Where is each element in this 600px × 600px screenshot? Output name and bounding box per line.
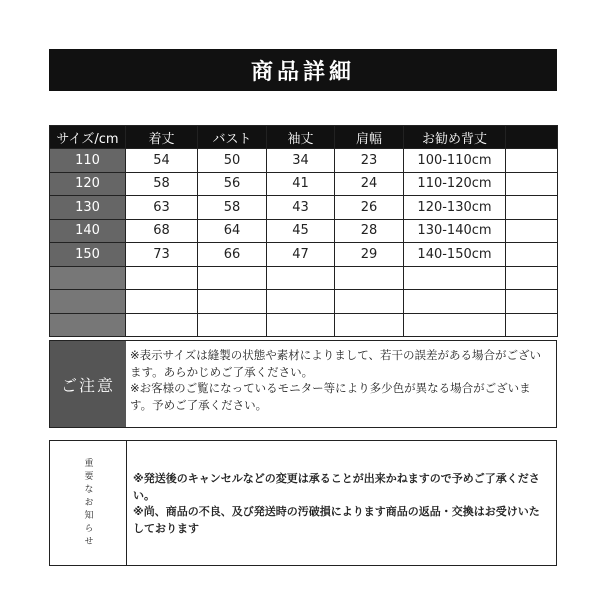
header-length: 着丈 <box>126 126 198 149</box>
notice-label: ご注意 <box>50 341 126 427</box>
table-cell <box>506 243 558 267</box>
table-cell: 58 <box>126 172 198 196</box>
table-cell: 26 <box>335 196 404 220</box>
table-row <box>50 219 558 243</box>
table-cell: 73 <box>126 243 198 267</box>
page-title: 商品詳細 <box>49 49 557 91</box>
important-label: 重要なお知らせ <box>82 457 93 549</box>
table-cell: 43 <box>267 196 335 220</box>
size-table <box>49 125 558 337</box>
important-line-1: ※発送後のキャンセルなどの変更は承ることが出来かねますので予めご了承ください。 <box>133 472 540 502</box>
table-cell <box>404 266 506 290</box>
table-row <box>50 149 558 173</box>
table-cell <box>506 266 558 290</box>
table-cell: 47 <box>267 243 335 267</box>
size-label <box>50 313 126 337</box>
important-notice-box <box>49 440 557 566</box>
table-cell <box>126 266 198 290</box>
important-line-2: ※尚、商品の不良、及び発送時の汚破損によります商品の返品・交換はお受けいたしております <box>133 505 540 535</box>
table-cell <box>506 172 558 196</box>
table-cell: 68 <box>126 219 198 243</box>
size-label: 150 <box>50 243 126 267</box>
table-cell: 50 <box>198 149 267 173</box>
table-row <box>50 243 558 267</box>
header-size: サイズ/cm <box>50 126 126 149</box>
table-cell: 34 <box>267 149 335 173</box>
table-cell <box>335 290 404 314</box>
notice-text <box>126 341 556 427</box>
table-cell <box>404 313 506 337</box>
table-cell <box>198 313 267 337</box>
size-label: 120 <box>50 172 126 196</box>
table-cell: 58 <box>198 196 267 220</box>
size-label: 130 <box>50 196 126 220</box>
table-cell <box>335 266 404 290</box>
header-shoulder: 肩幅 <box>335 126 404 149</box>
size-label: 110 <box>50 149 126 173</box>
important-text <box>127 441 556 565</box>
table-cell: 23 <box>335 149 404 173</box>
size-label <box>50 290 126 314</box>
table-cell: 28 <box>335 219 404 243</box>
table-cell: 41 <box>267 172 335 196</box>
table-cell <box>126 290 198 314</box>
table-cell <box>198 290 267 314</box>
table-cell: 64 <box>198 219 267 243</box>
table-cell <box>335 313 404 337</box>
table-cell <box>506 196 558 220</box>
table-cell: 45 <box>267 219 335 243</box>
table-cell <box>506 149 558 173</box>
table-cell <box>506 219 558 243</box>
table-cell <box>267 313 335 337</box>
table-cell: 140-150cm <box>404 243 506 267</box>
table-cell: 24 <box>335 172 404 196</box>
table-cell <box>267 266 335 290</box>
table-cell: 56 <box>198 172 267 196</box>
header-sleeve: 袖丈 <box>267 126 335 149</box>
size-table-header-row <box>50 126 558 149</box>
table-cell: 66 <box>198 243 267 267</box>
table-cell: 110-120cm <box>404 172 506 196</box>
table-cell <box>198 266 267 290</box>
notice-line-2: ※お客様のご覧になっているモニター等により多少色が異なる場合がございます。予めご了承ください。 <box>130 381 531 412</box>
header-height: お勧め背丈 <box>404 126 506 149</box>
table-cell: 100-110cm <box>404 149 506 173</box>
table-cell <box>404 290 506 314</box>
table-row <box>50 313 558 337</box>
table-row <box>50 196 558 220</box>
table-cell: 120-130cm <box>404 196 506 220</box>
table-cell <box>506 290 558 314</box>
table-cell <box>126 313 198 337</box>
table-cell: 130-140cm <box>404 219 506 243</box>
table-row <box>50 266 558 290</box>
table-cell: 63 <box>126 196 198 220</box>
table-cell <box>506 313 558 337</box>
table-row <box>50 172 558 196</box>
notice-box <box>49 340 557 428</box>
table-cell: 29 <box>335 243 404 267</box>
notice-line-1: ※表示サイズは縫製の状態や素材によりまして、若干の誤差がある場合がございます。あらかじめご了承ください。 <box>130 348 541 379</box>
header-bust: バスト <box>198 126 267 149</box>
table-cell: 54 <box>126 149 198 173</box>
size-label: 140 <box>50 219 126 243</box>
table-cell <box>267 290 335 314</box>
table-row <box>50 290 558 314</box>
header-extra <box>506 126 558 149</box>
important-label-cell <box>50 441 127 565</box>
size-label <box>50 266 126 290</box>
